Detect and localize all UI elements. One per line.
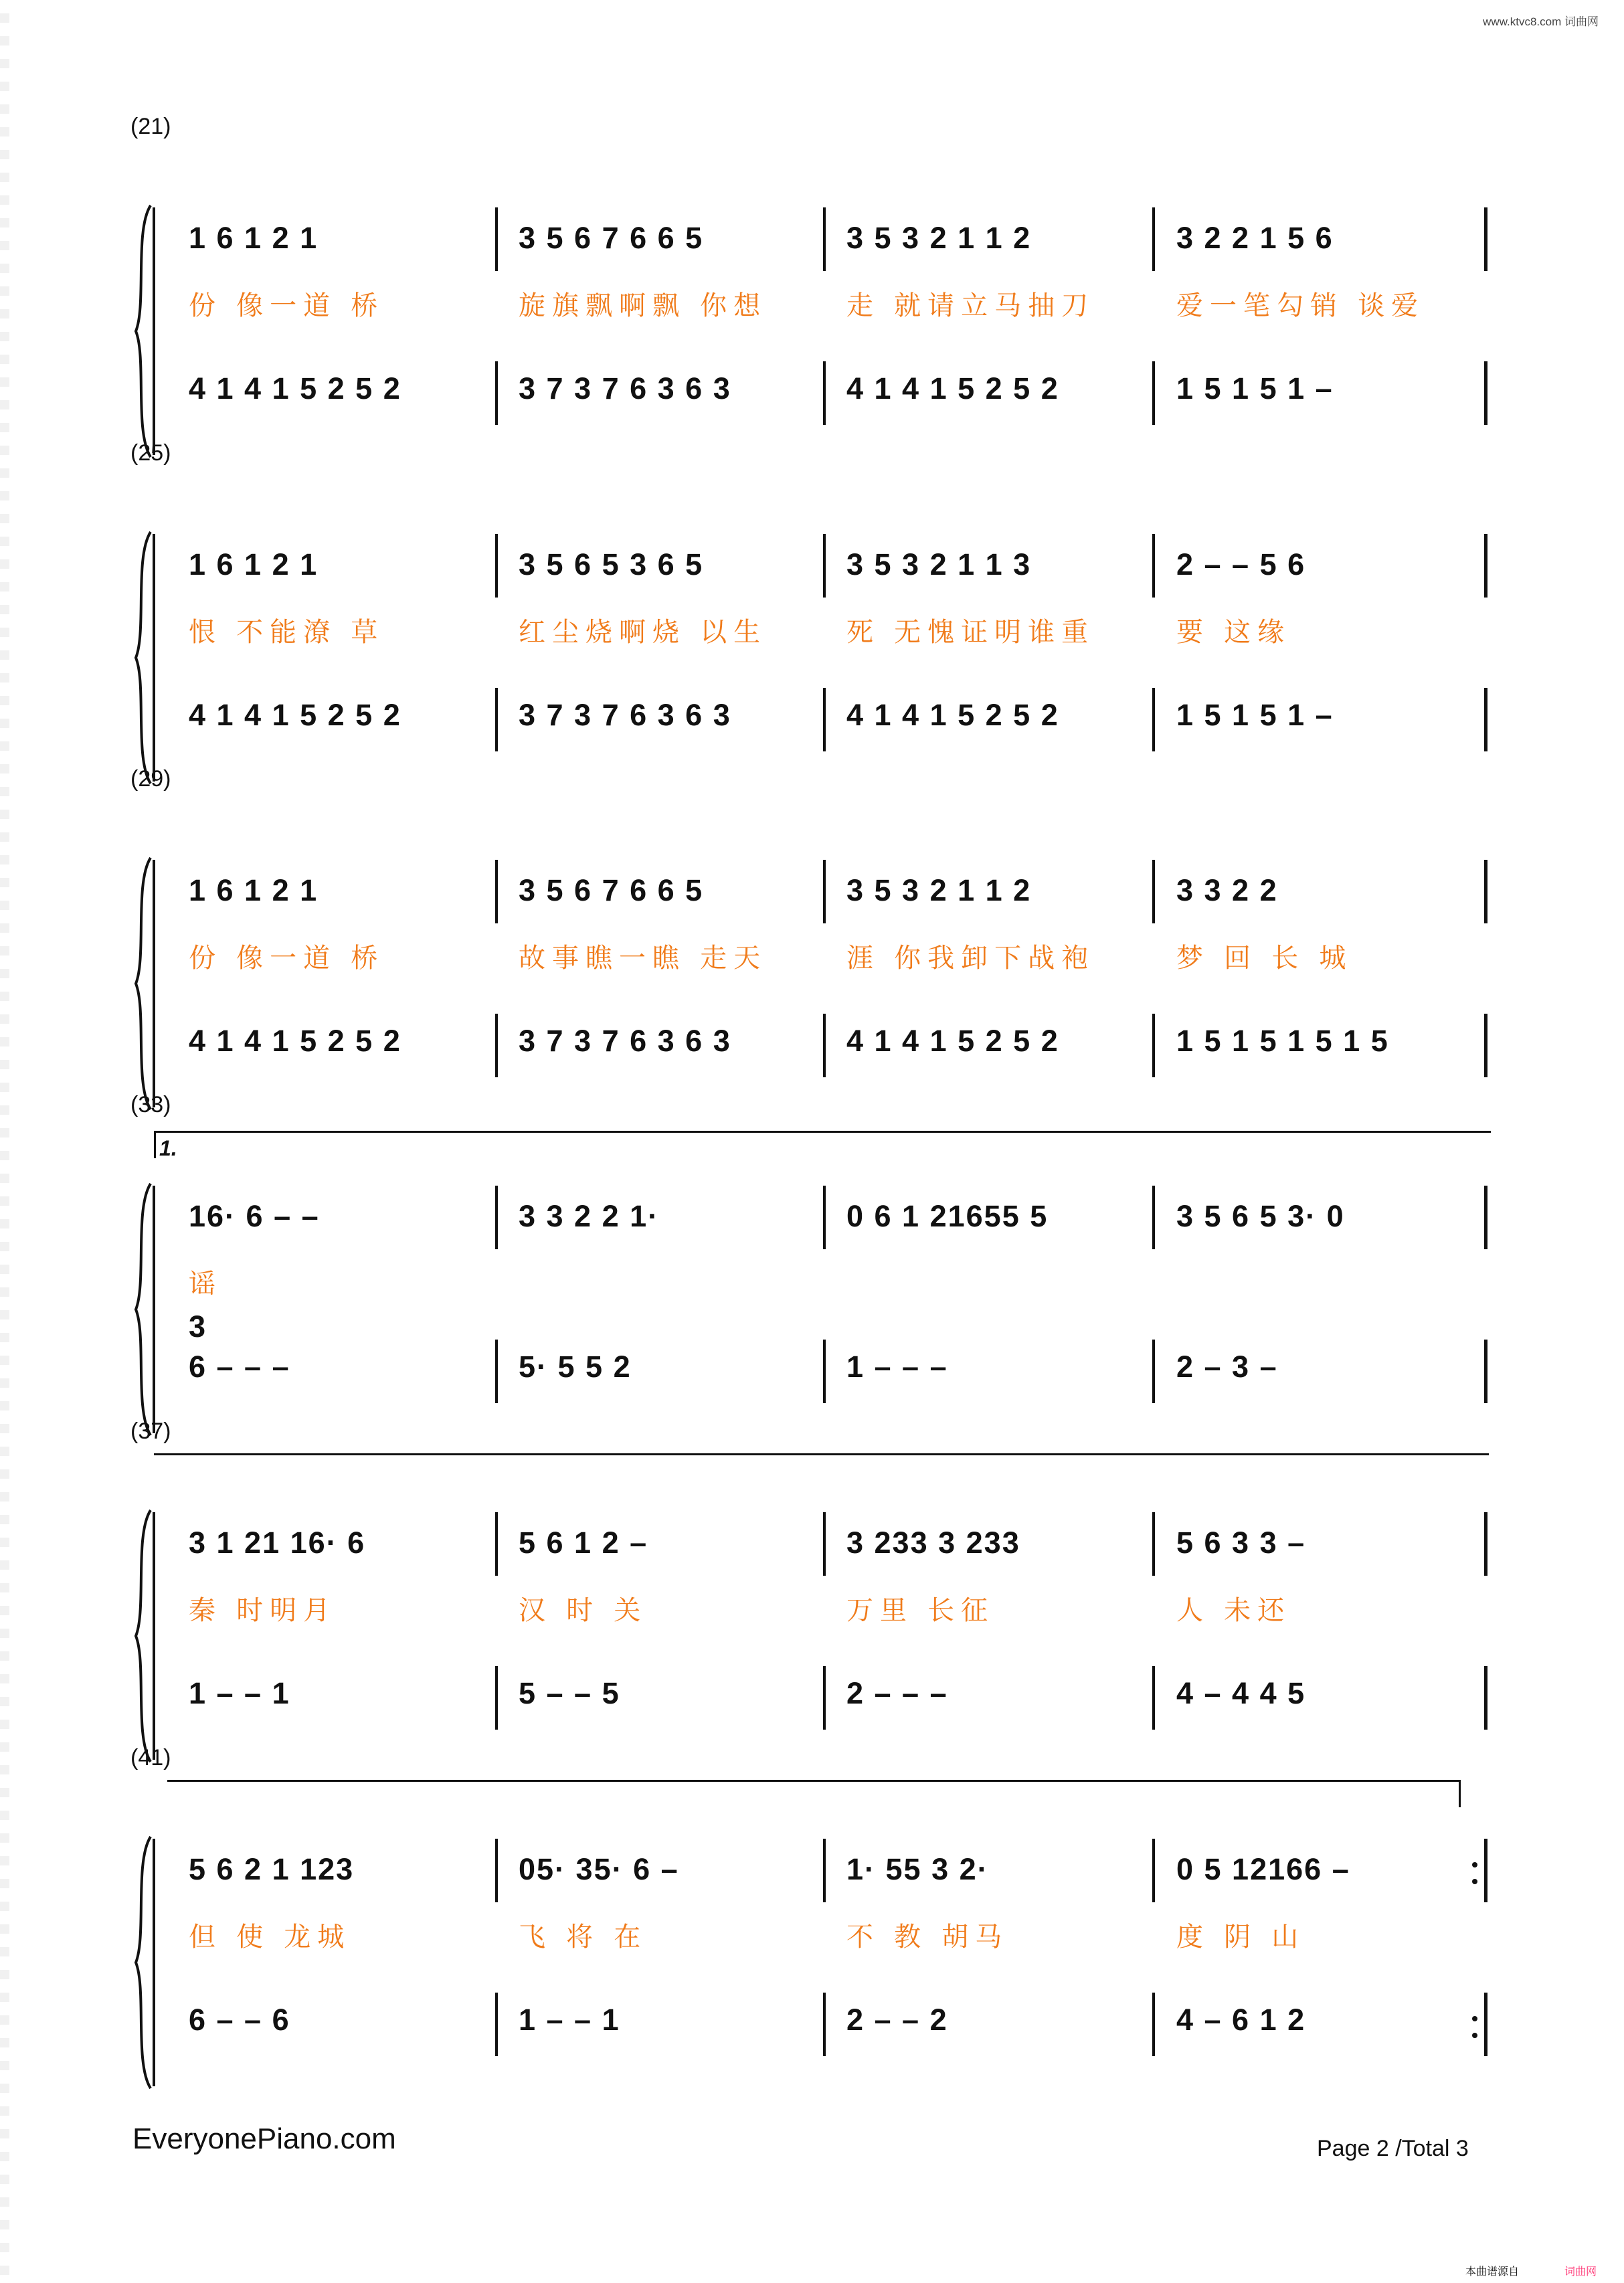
barline xyxy=(1152,207,1155,271)
barline xyxy=(1484,361,1487,425)
melody-measure: 1 6 1 2 1 xyxy=(189,221,319,255)
page-indicator: Page 2 /Total 3 xyxy=(1317,2136,1469,2161)
system-start-line xyxy=(153,207,155,455)
barline xyxy=(1484,1340,1487,1403)
lyric-measure: 度 阴 山 xyxy=(1176,1922,1305,1952)
barline xyxy=(1484,860,1487,923)
repeat-dot xyxy=(1472,2033,1477,2038)
bass-measure: 2 – – 2 xyxy=(846,2003,948,2037)
barline xyxy=(1484,1186,1487,1249)
barline xyxy=(495,1993,498,2056)
barline xyxy=(1484,1666,1487,1730)
barline xyxy=(823,860,826,923)
lyric-measure: 份 像一道 桥 xyxy=(189,943,385,973)
barline xyxy=(495,1186,498,1249)
first-ending-bracket xyxy=(154,1131,1491,1158)
system-start-line xyxy=(153,534,155,782)
barline xyxy=(1484,1839,1487,1902)
bass-measure: 4 1 4 1 5 2 5 2 xyxy=(189,1024,401,1058)
lyric-measure: 要 这缘 xyxy=(1176,618,1291,647)
barline xyxy=(823,1014,826,1077)
melody-measure: 16· 6 – – xyxy=(189,1199,320,1233)
measure-number: (33) xyxy=(130,1092,171,1117)
bass-measure: 5 – – 5 xyxy=(519,1676,620,1710)
barline xyxy=(495,688,498,751)
bass-measure: 5· 5 5 2 xyxy=(519,1350,632,1384)
bass-measure: 1 – – 1 xyxy=(189,1676,290,1710)
melody-measure: 3 3 2 2 1· xyxy=(519,1199,660,1233)
barline xyxy=(1484,1014,1487,1077)
melody-measure: 05· 35· 6 – xyxy=(519,1852,679,1886)
lyric-measure: 旋旗飘啊飘 你想 xyxy=(519,291,768,321)
melody-measure: 5 6 2 1 123 xyxy=(189,1852,355,1886)
system-start-line xyxy=(153,860,155,1107)
barline xyxy=(823,1340,826,1403)
melody-measure: 0 5 12166 – xyxy=(1176,1852,1350,1886)
barline xyxy=(823,1666,826,1730)
barline xyxy=(823,534,826,598)
melody-measure: 1· 55 3 2· xyxy=(846,1852,989,1886)
lyric-measure: 走 就请立马抽刀 xyxy=(846,291,1095,321)
ending-bracket-line xyxy=(154,1453,1489,1481)
lyric-measure: 谣 xyxy=(189,1269,222,1299)
lyric-measure: 故事瞧一瞧 走天 xyxy=(519,943,768,973)
repeat-dot xyxy=(1472,2016,1477,2021)
system-brace xyxy=(130,856,155,1111)
melody-measure: 3 5 6 7 6 6 5 xyxy=(519,221,704,255)
bass-measure: 4 1 4 1 5 2 5 2 xyxy=(846,698,1059,732)
ending-bracket-line xyxy=(167,1780,1461,1807)
melody-measure: 2 – – 5 6 xyxy=(1176,547,1306,581)
lyric-measure: 梦 回 长 城 xyxy=(1176,943,1353,973)
barline xyxy=(495,1666,498,1730)
lyric-measure: 份 像一道 桥 xyxy=(189,291,385,321)
system-start-line xyxy=(153,1186,155,1433)
melody-measure: 3 2 2 1 5 6 xyxy=(1176,221,1334,255)
system-brace xyxy=(130,204,155,458)
barline xyxy=(1152,1340,1155,1403)
system-start-line xyxy=(153,1839,155,2086)
bass-measure: 1 5 1 5 1 – xyxy=(1176,371,1334,405)
bass-measure: 4 – 6 1 2 xyxy=(1176,2003,1306,2037)
lyric-measure: 但 使 龙城 xyxy=(189,1922,351,1952)
lyric-measure: 红尘烧啊烧 以生 xyxy=(519,618,768,647)
lyric-measure: 万里 长征 xyxy=(846,1596,995,1625)
barline xyxy=(1152,860,1155,923)
barline xyxy=(1152,688,1155,751)
melody-measure: 3 5 6 5 3 6 5 xyxy=(519,547,704,581)
melody-measure: 1 6 1 2 1 xyxy=(189,547,319,581)
barline xyxy=(823,207,826,271)
melody-measure: 5 6 1 2 – xyxy=(519,1526,648,1560)
measure-number: (25) xyxy=(130,440,171,466)
bass-measure: 2 – 3 – xyxy=(1176,1350,1278,1384)
repeat-dot xyxy=(1472,1862,1477,1867)
system-brace xyxy=(130,531,155,785)
barline xyxy=(1484,1993,1487,2056)
bass-measure: 6 – – – xyxy=(189,1350,290,1384)
first-ending-label: 1. xyxy=(159,1136,177,1160)
lyric-measure: 飞 将 在 xyxy=(519,1922,648,1952)
melody-measure: 3 5 3 2 1 1 3 xyxy=(846,547,1032,581)
lyric-measure: 爱一笔勾销 谈爱 xyxy=(1176,291,1425,321)
lyric-measure: 死 无愧证明谁重 xyxy=(846,618,1095,647)
barline xyxy=(495,1014,498,1077)
source-stamp: 本曲谱源自 xyxy=(1465,2266,1520,2278)
melody-measure: 5 6 3 3 – xyxy=(1176,1526,1306,1560)
barline xyxy=(823,1839,826,1902)
lyric-measure: 恨 不能潦 草 xyxy=(189,618,385,647)
source-stamp-site: 词曲网 xyxy=(1564,2266,1597,2278)
barline xyxy=(495,1839,498,1902)
bass-measure: 6 – – 6 xyxy=(189,2003,290,2037)
barline xyxy=(1152,1186,1155,1249)
bass-measure: 4 1 4 1 5 2 5 2 xyxy=(189,371,401,405)
bass-measure: 3 7 3 7 6 3 6 3 xyxy=(519,698,731,732)
lyric-measure: 涯 你我卸下战袍 xyxy=(846,943,1095,973)
left-edge-watermark-strip xyxy=(0,0,9,2283)
melody-measure: 3 3 2 2 xyxy=(1176,873,1278,907)
melody-measure: 3 5 6 7 6 6 5 xyxy=(519,873,704,907)
lyric-measure: 不 教 胡马 xyxy=(846,1922,1009,1952)
barline xyxy=(1152,1512,1155,1576)
barline xyxy=(495,1340,498,1403)
lyric-measure: 汉 时 关 xyxy=(519,1596,648,1625)
barline xyxy=(1484,534,1487,598)
site-watermark: www.ktvc8.com 词曲网 xyxy=(1483,15,1599,28)
barline xyxy=(1152,1014,1155,1077)
barline xyxy=(495,361,498,425)
bass-measure: 3 7 3 7 6 3 6 3 xyxy=(519,1024,731,1058)
barline xyxy=(1152,1993,1155,2056)
system-brace xyxy=(130,1835,155,2090)
barline xyxy=(495,860,498,923)
barline xyxy=(495,1512,498,1576)
bass-measure: 4 1 4 1 5 2 5 2 xyxy=(846,371,1059,405)
barline xyxy=(823,1512,826,1576)
barline xyxy=(823,688,826,751)
bass-measure: 3 7 3 7 6 3 6 3 xyxy=(519,371,731,405)
measure-number: (37) xyxy=(130,1419,171,1444)
barline xyxy=(495,534,498,598)
barline xyxy=(1152,1666,1155,1730)
repeat-dot xyxy=(1472,1879,1477,1884)
lyric-measure: 人 未还 xyxy=(1176,1596,1291,1625)
barline xyxy=(823,361,826,425)
melody-measure: 3 5 6 5 3· 0 xyxy=(1176,1199,1345,1233)
melody-measure: 3 1 21 16· 6 xyxy=(189,1526,366,1560)
bass-measure: 4 – 4 4 5 xyxy=(1176,1676,1306,1710)
footer-brand: EveryonePiano.com xyxy=(132,2122,396,2155)
bass-measure: 4 1 4 1 5 2 5 2 xyxy=(846,1024,1059,1058)
system-brace xyxy=(130,1182,155,1437)
bass-measure: 1 – – – xyxy=(846,1350,948,1384)
barline xyxy=(1484,207,1487,271)
lyric-measure: 秦 时明月 xyxy=(189,1596,337,1625)
barline xyxy=(1484,1512,1487,1576)
barline xyxy=(1484,688,1487,751)
barline xyxy=(823,1186,826,1249)
melody-measure: 3 5 3 2 1 1 2 xyxy=(846,873,1032,907)
melody-measure: 0 6 1 21655 5 xyxy=(846,1199,1049,1233)
bass-measure: 1 – – 1 xyxy=(519,2003,620,2037)
measure-number: (29) xyxy=(130,766,171,792)
melody-measure: 1 6 1 2 1 xyxy=(189,873,319,907)
measure-number: (41) xyxy=(130,1745,171,1770)
bass-chord-upper-note: 3 xyxy=(189,1309,207,1344)
system-brace xyxy=(130,1509,155,1763)
barline xyxy=(1152,1839,1155,1902)
bass-measure: 2 – – – xyxy=(846,1676,948,1710)
measure-number: (21) xyxy=(130,114,171,139)
barline xyxy=(823,1993,826,2056)
barline xyxy=(1152,534,1155,598)
bass-measure: 1 5 1 5 1 5 1 5 xyxy=(1176,1024,1389,1058)
melody-measure: 3 5 3 2 1 1 2 xyxy=(846,221,1032,255)
bass-measure: 4 1 4 1 5 2 5 2 xyxy=(189,698,401,732)
melody-measure: 3 233 3 233 xyxy=(846,1526,1020,1560)
system-start-line xyxy=(153,1512,155,1760)
barline xyxy=(495,207,498,271)
bass-measure: 1 5 1 5 1 – xyxy=(1176,698,1334,732)
barline xyxy=(1152,361,1155,425)
